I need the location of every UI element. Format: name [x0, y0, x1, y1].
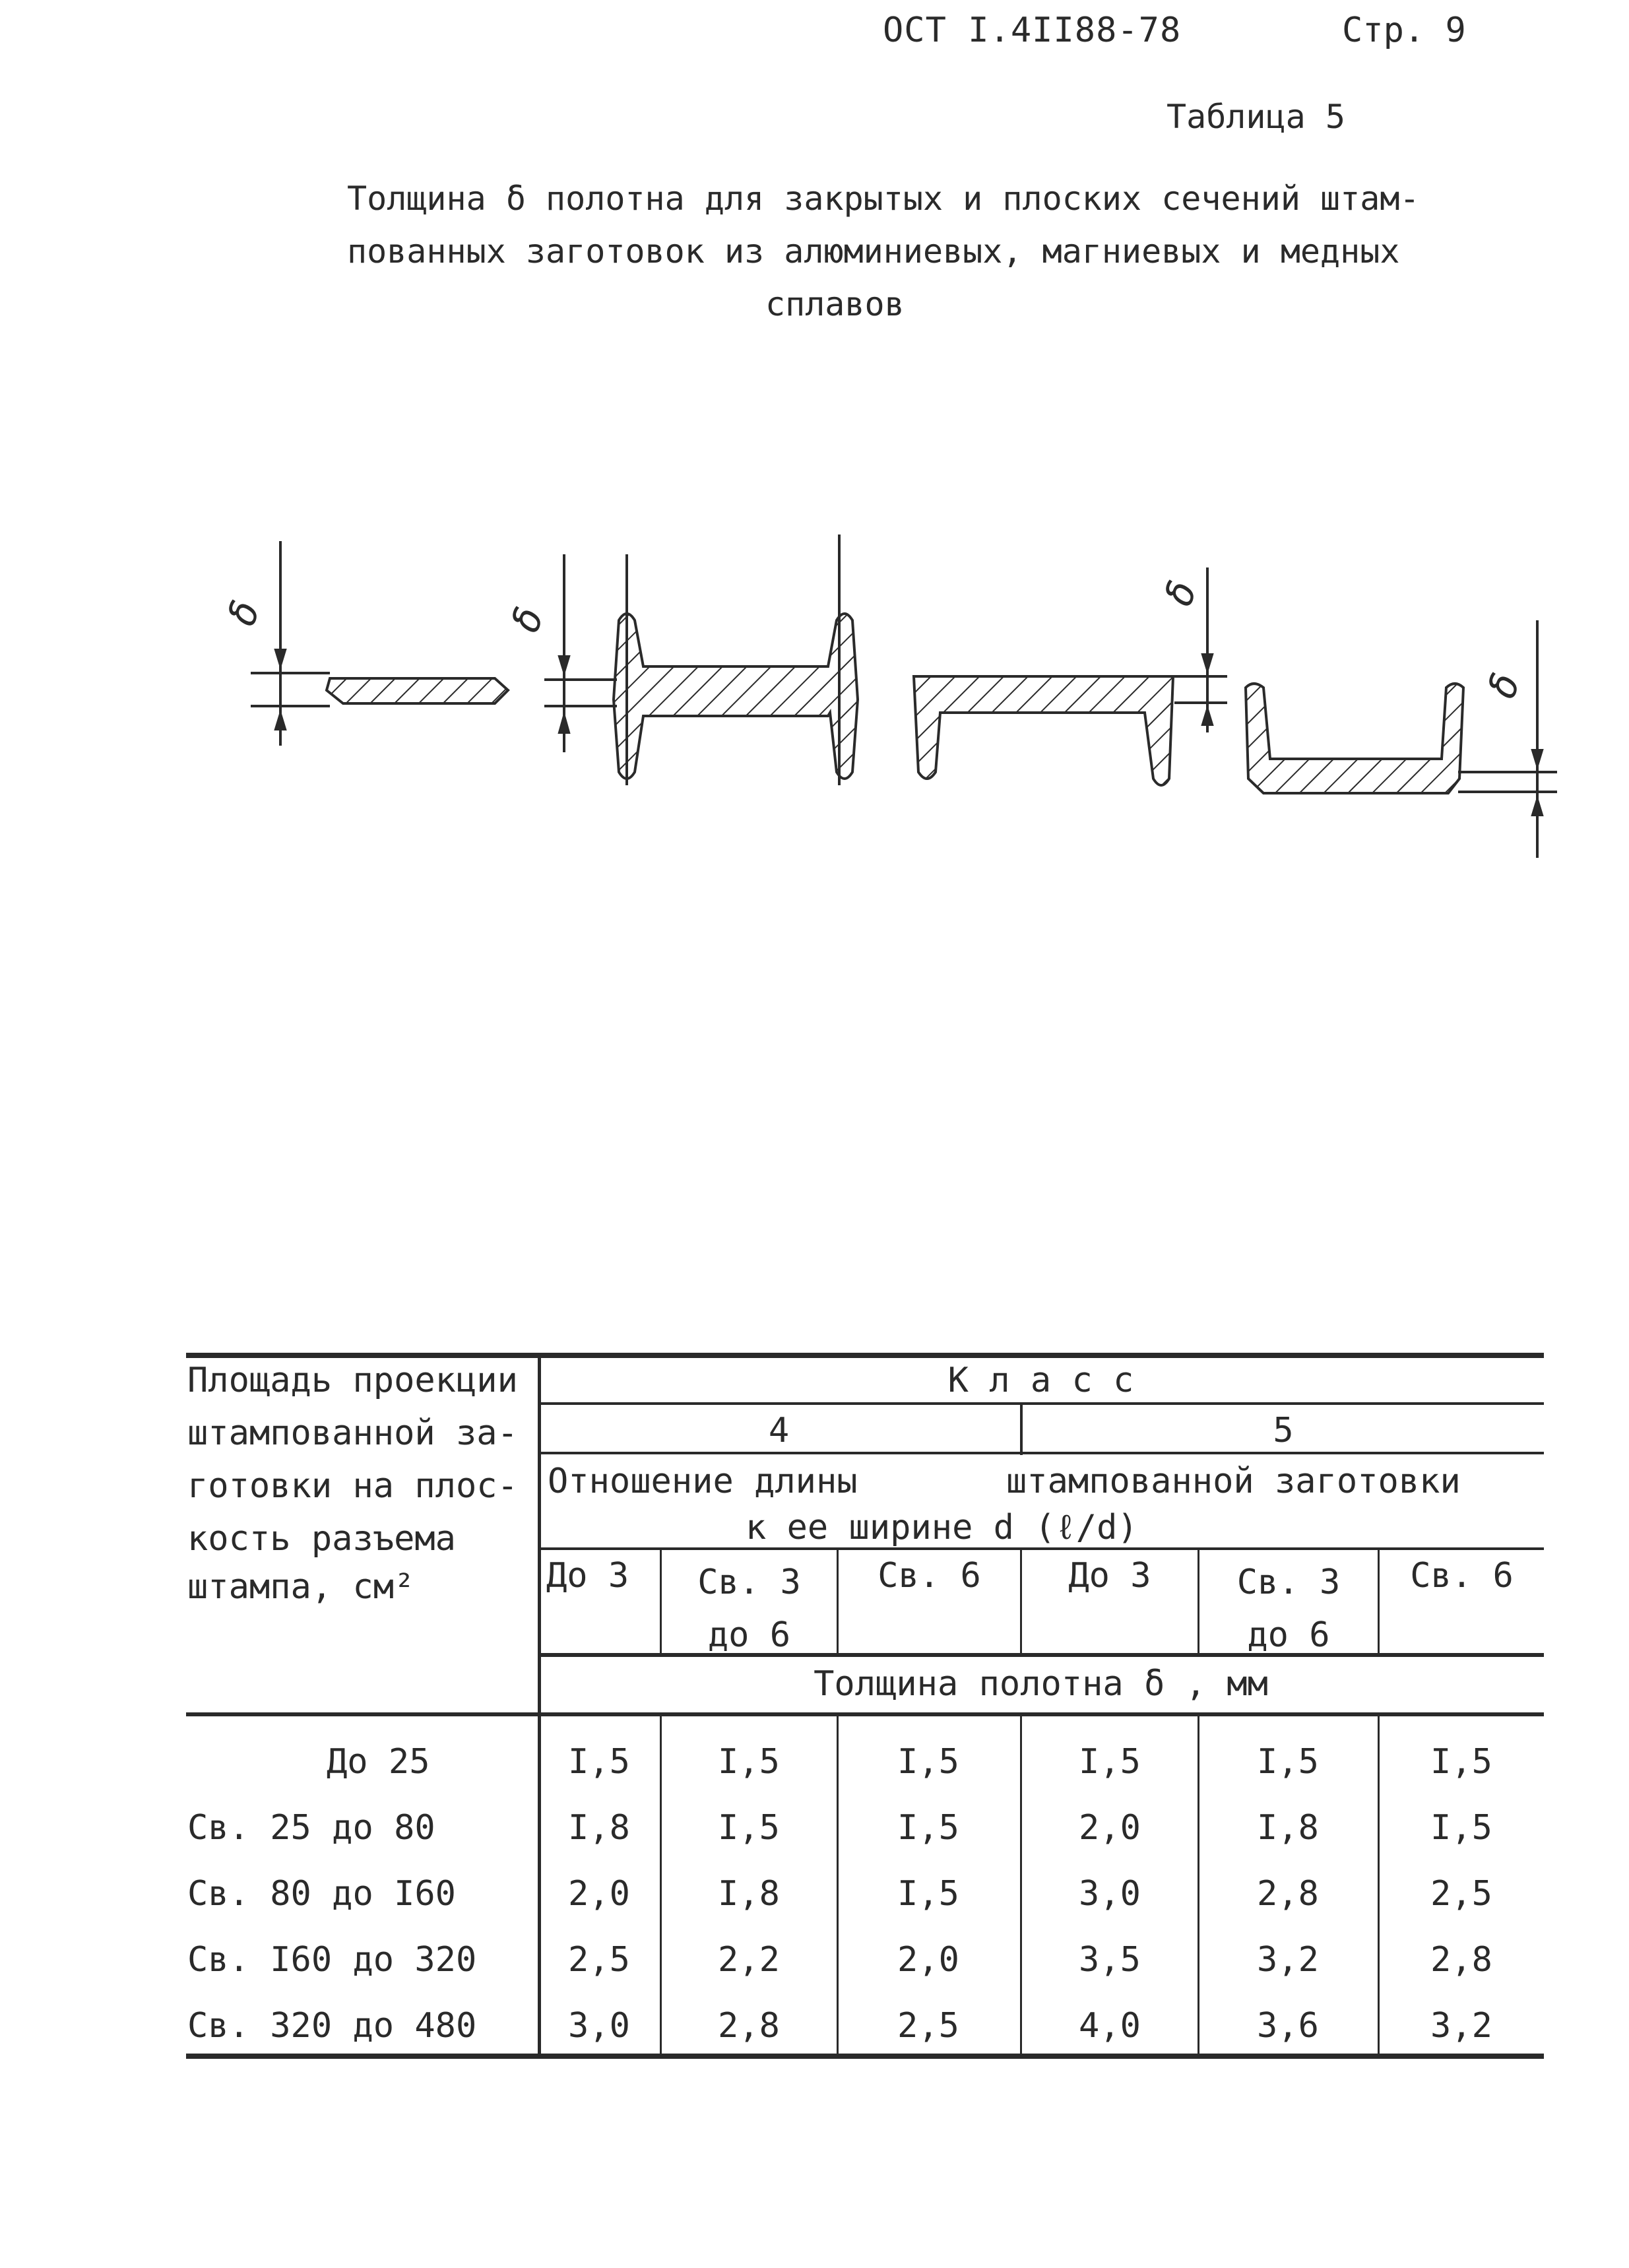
body-col-rule-3: [1020, 1716, 1022, 2056]
thickness-value-cell: I,5: [1079, 1742, 1141, 1782]
thickness-value-cell: 2,0: [897, 1940, 959, 1980]
title-line-3: сплавов: [765, 285, 905, 323]
thickness-value-cell: 3,0: [568, 2006, 630, 2046]
ratio-header-line-1b: штампованной заготовки: [1006, 1462, 1461, 1501]
thickness-label-3: δ: [1155, 574, 1206, 612]
document-code: ОСТ I.4II88-78: [883, 11, 1182, 50]
header-bottom-rule: [186, 1712, 1544, 1716]
subheader-class5-over6: Св. 6: [1410, 1556, 1514, 1596]
row-header-line-1: Площадь проекции: [187, 1361, 518, 1400]
subheader-class4-upto3: До 3: [546, 1556, 629, 1596]
thickness-value-cell: I,5: [1430, 1742, 1492, 1782]
thickness-value-cell: I,5: [897, 1808, 959, 1848]
title-line-1: Толщина δ полотна для закрытых и плоских сечений штам-: [347, 179, 1420, 218]
body-col-rule-5: [1378, 1716, 1380, 2056]
thickness-value-cell: 3,2: [1430, 2006, 1492, 2046]
table-label: Таблица 5: [1166, 98, 1345, 136]
row-header-line-5: штампа, см²: [187, 1567, 415, 1607]
thickness-value-cell: 2,8: [1430, 1940, 1492, 1980]
thickness-label-1: δ: [218, 594, 269, 632]
class-5-label: 5: [1273, 1411, 1294, 1450]
thickness-value-cell: 3,5: [1079, 1940, 1141, 1980]
row-header-line-4: кость разъема: [187, 1519, 456, 1559]
thickness-label-2: δ: [502, 600, 553, 639]
thickness-value-cell: I,5: [1430, 1808, 1492, 1848]
table-top-rule: [186, 1353, 1544, 1358]
thickness-value-cell: I,8: [1257, 1808, 1319, 1848]
thickness-value-cell: 3,2: [1257, 1940, 1319, 1980]
subheader-class5-upto3: До 3: [1068, 1556, 1151, 1596]
thickness-label-4: δ: [1479, 666, 1529, 705]
thickness-value-cell: I,5: [718, 1808, 780, 1848]
thickness-value-cell: 2,5: [568, 1940, 630, 1980]
body-col-rule-4: [1198, 1716, 1199, 2056]
thickness-value-cell: I,8: [718, 1874, 780, 1914]
thickness-value-cell: 2,2: [718, 1940, 780, 1980]
page-number: Стр. 9: [1342, 11, 1466, 50]
thickness-value-cell: I,5: [897, 1874, 959, 1914]
class-header: К л а с с: [947, 1361, 1134, 1400]
thickness-value-cell: 3,6: [1257, 2006, 1319, 2046]
body-col-rule-2: [837, 1716, 839, 2056]
thickness-value-cell: I,5: [718, 1742, 780, 1782]
thickness-value-cell: I,5: [1257, 1742, 1319, 1782]
row-area-label: До 25: [327, 1742, 430, 1782]
ratio-header-line-2: к ее ширине d (ℓ/d): [746, 1508, 1138, 1547]
class-4-label: 4: [768, 1411, 790, 1450]
row-area-label: Св. I60 до 320: [187, 1940, 477, 1980]
thickness-value-cell: 4,0: [1079, 2006, 1141, 2046]
row-header-line-3: готовки на плос-: [187, 1466, 518, 1506]
subheader-class4-3to6: Св. 3 до 6: [697, 1563, 801, 1655]
thickness-value-cell: 2,0: [1079, 1808, 1141, 1848]
thickness-value-cell: 2,5: [1430, 1874, 1492, 1914]
class-rule: [538, 1402, 1544, 1405]
row-area-label: Св. 320 до 480: [187, 2006, 477, 2046]
class-number-rule: [538, 1452, 1544, 1454]
thickness-value-cell: 3,0: [1079, 1874, 1141, 1914]
subheader-class4-over6: Св. 6: [878, 1556, 981, 1596]
title-line-2: пованных заготовок из алюминиевых, магниевых и медных: [347, 232, 1400, 271]
row-area-label: Св. 80 до I60: [187, 1874, 456, 1914]
thickness-value-cell: I,5: [568, 1742, 630, 1782]
thickness-value-cell: 2,8: [1257, 1874, 1319, 1914]
subheader-class5-3to6: Св. 3 до 6: [1236, 1563, 1341, 1655]
thickness-value-cell: I,8: [568, 1808, 630, 1848]
thickness-header: Толщина полотна δ , мм: [814, 1664, 1268, 1704]
row-area-label: Св. 25 до 80: [187, 1808, 435, 1848]
thickness-value-cell: I,5: [897, 1742, 959, 1782]
table-bottom-rule: [186, 2054, 1544, 2059]
thickness-value-cell: 2,0: [568, 1874, 630, 1914]
thickness-value-cell: 2,8: [718, 2006, 780, 2046]
ratio-header-line-1: Отношение длины: [548, 1462, 858, 1501]
row-header-line-2: штампованной за-: [187, 1413, 518, 1453]
thickness-value-cell: 2,5: [897, 2006, 959, 2046]
